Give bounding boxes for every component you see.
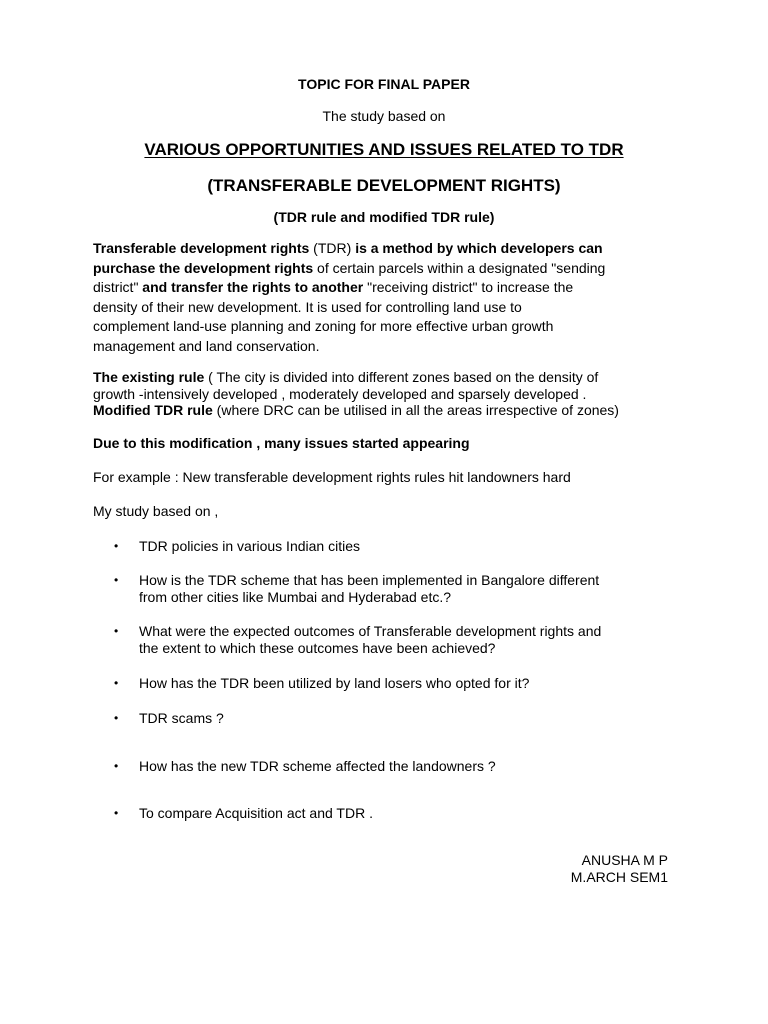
list-item-line: the extent to which these outcomes have been achieved? xyxy=(139,640,496,656)
list-item-line: How is the TDR scheme that has been implemented in Bangalore different xyxy=(139,572,600,588)
list-item-line: To compare Acquisition act and TDR . xyxy=(139,805,373,821)
existing-rule-label: The existing rule xyxy=(93,369,205,385)
definition-line-1 xyxy=(93,239,693,259)
modified-rule-label: Modified TDR rule xyxy=(93,402,213,418)
list-item-line: from other cities like Mumbai and Hyderabad etc.? xyxy=(139,589,452,605)
bullet-icon: • xyxy=(114,573,119,587)
author-program: M.ARCH SEM1 xyxy=(570,869,668,885)
definition-text-b: of certain parcels within a designated "sending xyxy=(313,259,606,276)
list-item-text xyxy=(139,710,679,727)
bullet-icon: • xyxy=(114,539,119,553)
rules-paragraph xyxy=(93,369,693,419)
definition-emphasis-c: and transfer the rights to another xyxy=(138,279,368,295)
definition-line-4: density of their new development. It is used for controlling land use to xyxy=(93,298,522,315)
bullet-icon: • xyxy=(114,624,119,638)
modified-rule-text: (where DRC can be utilised in all the areas irrespective of zones) xyxy=(212,402,619,418)
definition-text-d: "receiving district" to increase the xyxy=(367,279,574,295)
list-item-text xyxy=(139,572,679,606)
bullet-icon: • xyxy=(114,806,119,820)
list-item-text xyxy=(139,675,679,692)
list-item-text xyxy=(139,758,679,775)
study-intro-paragraph: My study based on , xyxy=(93,503,219,519)
author-name: ANUSHA M P xyxy=(581,852,668,868)
definition-term: Transferable development rights xyxy=(93,240,310,256)
issues-statement: Due to this modification , many issues started appearing xyxy=(93,435,470,451)
study-intro-line: The study based on xyxy=(322,108,446,124)
list-item-line: TDR scams ? xyxy=(139,710,224,726)
bullet-icon: • xyxy=(114,711,119,725)
existing-rule-text: ( The city is divided into different zones based on the density of xyxy=(204,369,599,385)
existing-rule-line xyxy=(93,369,693,386)
list-item-line: What were the expected outcomes of Transferable development rights and xyxy=(139,623,602,639)
example-statement: For example : New transferable development rights rules hit landowners hard xyxy=(93,469,571,485)
sub-title: (TRANSFERABLE DEVELOPMENT RIGHTS) xyxy=(207,176,561,195)
bullet-icon: • xyxy=(114,759,119,773)
list-item-line: How has the TDR been utilized by land losers who opted for it? xyxy=(139,675,530,691)
definition-abbr: (TDR) xyxy=(309,240,356,256)
bullet-icon: • xyxy=(114,676,119,690)
list-item-text xyxy=(139,538,679,555)
list-item-text xyxy=(139,805,679,822)
list-item-line: How has the new TDR scheme affected the landowners ? xyxy=(139,758,496,774)
existing-rule-line-2: growth -intensively developed , moderately developed and sparsely developed . xyxy=(93,385,587,402)
author-signature xyxy=(520,852,668,886)
definition-text-c: district" xyxy=(93,279,139,295)
list-item-line: TDR policies in various Indian cities xyxy=(139,538,360,554)
list-item-text xyxy=(139,623,679,657)
definition-line-2 xyxy=(93,259,693,279)
modified-rule-line xyxy=(93,402,693,419)
topic-heading: TOPIC FOR FINAL PAPER xyxy=(298,76,470,92)
tdr-definition-paragraph xyxy=(93,239,693,356)
definition-line-5: complement land-use planning and zoning for more effective urban growth xyxy=(93,318,554,334)
main-title: VARIOUS OPPORTUNITIES AND ISSUES RELATED TO TDR xyxy=(144,140,624,159)
definition-line-6: management and land conservation. xyxy=(93,337,320,354)
definition-emphasis-a: is a method by which developers can xyxy=(355,240,603,256)
rule-subtitle: (TDR rule and modified TDR rule) xyxy=(273,209,495,225)
definition-line-3 xyxy=(93,278,693,298)
definition-emphasis-b: purchase the development rights xyxy=(93,259,314,276)
